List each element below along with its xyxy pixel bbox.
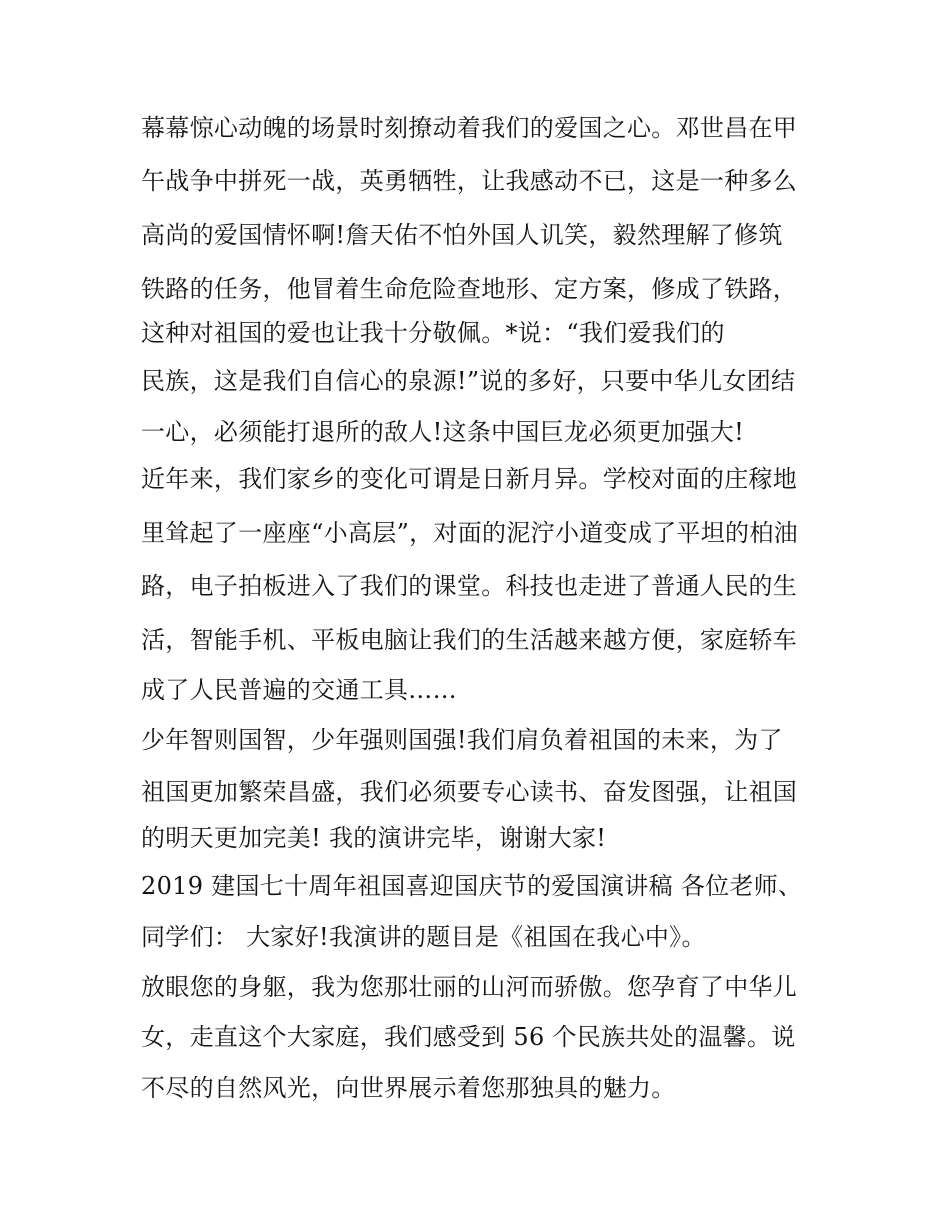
text-line: 这种对祖国的爱也让我十分敬佩。*说：“我们爱我们的 xyxy=(141,319,725,347)
text-line: 一心，必须能打退所的敌人!这条中国巨龙必须更加强大! xyxy=(141,418,745,446)
text-line: 活，智能手机、平板电脑让我们的生活越来越方便，家庭轿车 xyxy=(141,626,798,654)
text-line: 放眼您的身躯，我为您那壮丽的山河而骄傲。您孕育了中华儿 xyxy=(141,973,798,1001)
text-line: 2019 建国七十周年祖国喜迎国庆节的爱国演讲稿 各位老师、 xyxy=(141,872,803,900)
text-line: 少年智则国智，少年强则国强!我们肩负着祖国的未来，为了 xyxy=(141,726,783,754)
text-line: 高尚的爱国情怀啊!詹天佑不怕外国人讥笑，毅然理解了修筑 xyxy=(141,221,783,249)
text-line: 幕幕惊心动魄的场景时刻撩动着我们的爱国之心。邓世昌在甲 xyxy=(141,114,798,142)
text-line: 同学们： 大家好!我演讲的题目是《祖国在我心中》。 xyxy=(141,923,706,951)
text-line: 近年来，我们家乡的变化可谓是日新月异。学校对面的庄稼地 xyxy=(141,465,798,493)
text-line: 午战争中拼死一战，英勇牺牲，让我感动不已，这是一种多么 xyxy=(141,167,798,195)
text-line: 女，走直这个大家庭，我们感受到 56 个民族共处的温馨。说 xyxy=(141,1023,796,1051)
text-line: 祖国更加繁荣昌盛，我们必须要专心读书、奋发图强，让祖国 xyxy=(141,778,798,806)
text-line: 的明天更加完美! 我的演讲完毕，谢谢大家! xyxy=(141,824,607,852)
text-line: 民族，这是我们自信心的泉源!”说的多好，只要中华儿女团结 xyxy=(141,367,796,395)
text-line: 不尽的自然风光，向世界展示着您那独具的魅力。 xyxy=(141,1074,676,1102)
text-line: 成了人民普遍的交通工具…… xyxy=(141,676,457,704)
text-line: 铁路的任务，他冒着生命危险查地形、定方案，修成了铁路， xyxy=(141,275,798,303)
text-line: 里耸起了一座座“小高层”，对面的泥泞小道变成了平坦的柏油 xyxy=(141,519,798,547)
text-line: 路，电子拍板进入了我们的课堂。科技也走进了普通人民的生 xyxy=(141,572,798,600)
